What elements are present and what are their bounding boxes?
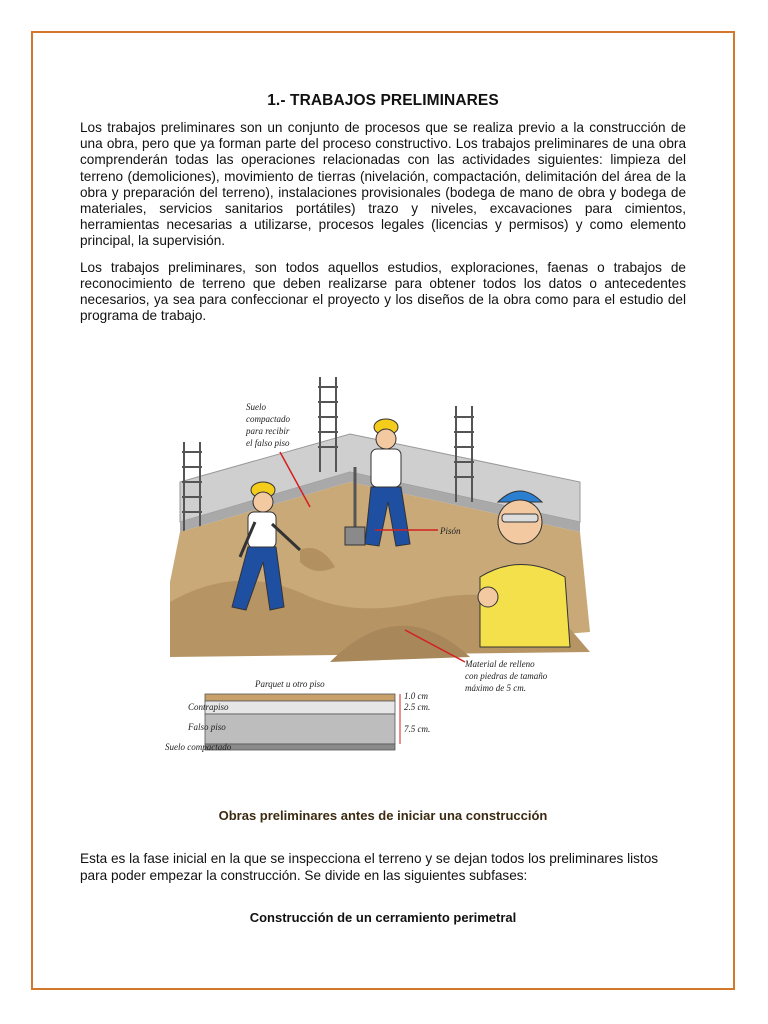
page-title: 1.- TRABAJOS PRELIMINARES [267,92,499,109]
paragraph-3: Esta es la fase inicial en la que se inspecciona el terreno y se dejan todos los preliminares listos para poder empezar la construcción. Se divide en las siguientes subfases: [80,851,659,883]
layer-suelo-label: Suelo compactado [165,742,232,752]
dim-1-label: 1.0 cm [404,691,428,701]
construction-illustration [160,372,600,772]
layer-parquet-label: Parquet u otro piso [255,679,325,689]
paragraph-2: Los trabajos preliminares, son todos aquellos estudios, exploraciones, faenas o trabajos de reconocimiento de terreno que deben realizarse para obtener todos los datos o antecedentes necesarios, ya sea para confeccionar el proyecto y los diseños de la obra como para el estudio del programa de trabajo. [80,259,686,324]
label-suelo-2: compactado [246,414,290,424]
label-suelo-1: Suelo [246,402,266,412]
label-relleno-2: con piedras de tamaño [465,671,548,681]
label-relleno-3: máximo de 5 cm. [465,683,526,693]
section-subheading: Construcción de un cerramiento perimetral [249,910,517,925]
dim-2-label: 2.5 cm. [404,702,431,712]
layer-falso-piso-label: Falso piso [188,722,226,732]
figure-caption: Obras preliminares antes de iniciar una construcción [218,808,548,823]
layer-contrapiso-label: Contrapiso [188,702,229,712]
label-suelo-3: para recibir [246,426,290,436]
label-pison: Pisón [440,526,461,536]
label-relleno-1: Material de relleno [465,659,535,669]
dim-3-label: 7.5 cm. [404,724,431,734]
floor-cross-section [205,694,400,750]
label-suelo-4: el falso piso [246,438,290,448]
document-body [80,92,686,334]
paragraph-1: Los trabajos preliminares son un conjunto de procesos que se realiza previo a la construcción de una obra, pero que ya forman parte del proceso constructivo. Los trabajos preliminares de una obra comprenderán todas las operaciones relacionadas con las actividades siguientes: limpieza del terreno (demoliciones), movimiento de tierras (nivelación, compactación, delimitación del área de la obra y preparación del terreno), instalaciones provisionales (bodega de mano de obra y bodega de materiales, servicios sanitarios portátiles) trazo y niveles, excavaciones para cimientos, herramientas necesarias a utilizarse, procesos legales (licencias y permisos) y como elemento principal, la supervisión. [80,120,686,249]
